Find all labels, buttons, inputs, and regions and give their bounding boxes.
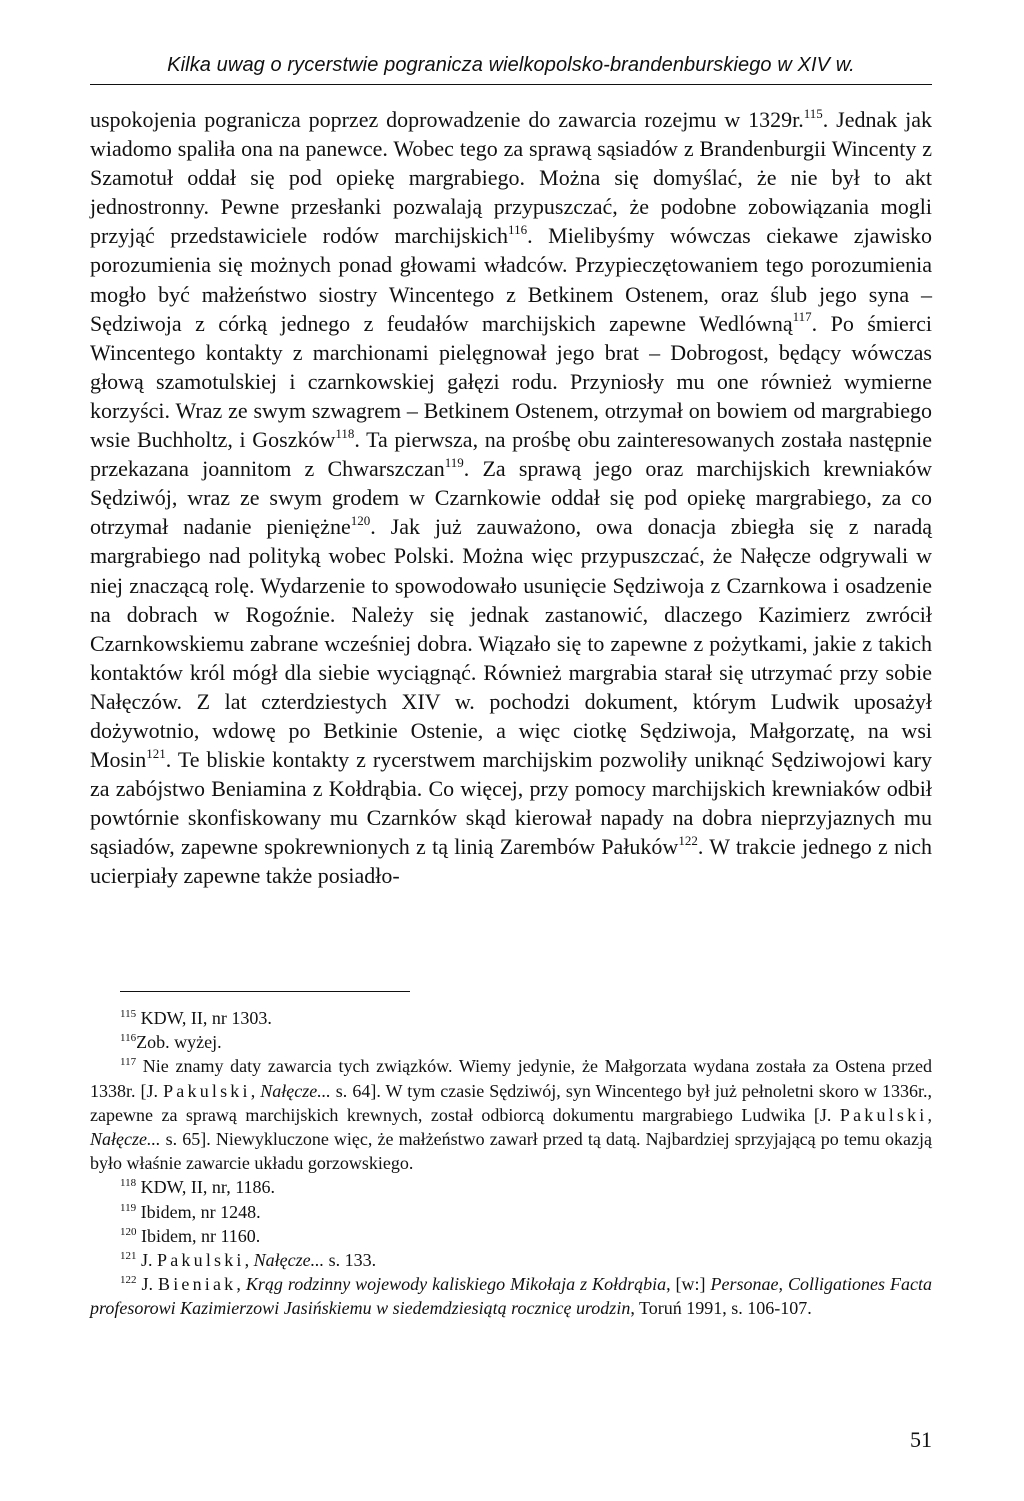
footnote-text: Ibidem, nr 1248.	[136, 1201, 261, 1222]
footnote-ref-118[interactable]: 118	[335, 425, 355, 441]
footnote-text: s. 133.	[324, 1250, 377, 1271]
text-segment: . Ta pierwsza, na prośbę obu zainteresowanych została następnie przekazana joannitom z Chwarszczan	[90, 427, 932, 482]
footnote-number: 120	[120, 1225, 137, 1238]
footnote-text: ,	[250, 1080, 261, 1101]
author-name: Pakulski	[157, 1250, 245, 1271]
footnote-text: s. 64]. W tym czasie Sędziwój, syn Wincentego był już pełnoletni skoro w 1336r., zapewne za sprawą marchijskich krewnych, został odbiorcą dokumentu margrabiego Ludwika [J.	[90, 1080, 933, 1125]
author-name: Pakulski	[839, 1104, 928, 1125]
footnote-119	[90, 1200, 932, 1224]
footnote-number: 121	[120, 1250, 137, 1263]
text-segment: . Po śmierci Wincentego kontakty z marchionami pielęgnował jego brat – Dobrogost, będący wówczas głową szamotulskiej i czarnkowskiej gałęzi rodu. Przyniosły mu one również wymierne korzyści. Wraz ze swym szwagrem – Betkinem Ostenem, otrzymał on bowiem od margrabiego wsie Buchholtz, i Goszków	[90, 310, 932, 453]
footnote-text: Nie znamy daty zawarcia tych związków. Wiemy jedynie, że Małgorzata wydana została za Ostena przed 1338r. [J.	[90, 1056, 932, 1101]
footnote-118	[90, 1175, 932, 1199]
footnotes	[90, 1006, 932, 1321]
footnote-122	[90, 1272, 932, 1320]
text-segment: . Te bliskie kontakty z rycerstwem marchijskim pozwoliły uniknąć Sędziwojowi kary za zabójstwo Beniamina z Kołdrąbia. Co więcej, przy pomocy marchijskich krewniaków odbił powtórnie skonfiskowany mu Czarnków skąd kierował napady na dobra nieprzyjaznych mu sąsiadów, zapewne spokrewnionych z tą linią Zarembów Pałuków	[90, 747, 932, 860]
footnote-121	[90, 1248, 932, 1272]
footnote-text: KDW, II, nr 1303.	[136, 1008, 272, 1028]
footnote-text: , Toruń 1991, s. 106-107.	[630, 1298, 812, 1319]
work-title: Nałęcze...	[260, 1080, 331, 1101]
text-segment: . Mielibyśmy wówczas ciekawe zjawisko porozumienia się możnych ponad głowami władców. Przypieczętowaniem tego porozumienia mogło być małżeństwo siostry Wincentego z Betkinem Ostenem, oraz ślub jego syna – Sędziwoja z córką jednego z feudałów marchijskich zapewne Wedlówną	[90, 223, 933, 336]
footnote-number: 122	[120, 1274, 137, 1287]
footnote-ref-119[interactable]: 119	[444, 454, 464, 470]
page-number: 51	[910, 1427, 932, 1452]
footnote-number: 115	[120, 1008, 137, 1020]
author-name: Bieniak	[157, 1274, 237, 1295]
footnote-ref-117[interactable]: 117	[792, 309, 812, 325]
main-text	[90, 105, 932, 891]
header-rule	[90, 84, 932, 85]
footnote-number: 119	[120, 1201, 137, 1214]
work-title: Krąg rodzinny wojewody kaliskiego Mikołaja z Kołdrąbia	[245, 1274, 667, 1295]
footnote-text: J.	[136, 1274, 158, 1295]
body-paragraph	[90, 105, 932, 891]
work-title: Nałęcze...	[90, 1129, 161, 1150]
footnote-text: Zob. wyżej.	[136, 1032, 222, 1053]
running-header: Kilka uwag o rycerstwie pogranicza wielkopolsko-brandenburskiego w XIV w.	[167, 54, 855, 76]
footnote-120	[90, 1224, 932, 1248]
work-title: Personae, Colligationes Facta profesorowi Kazimierzowi Jasińskiemu w siedemdziesiątą rocznicę urodzin	[90, 1274, 932, 1319]
footnote-ref-121[interactable]: 121	[146, 745, 166, 761]
footnote-ref-120[interactable]: 120	[350, 512, 371, 528]
text-segment: . Jak już zauważono, owa donacja zbiegła się z naradą margrabiego nad polityką wobec Polski. Można więc przypuszczać, że Nałęcze odgrywali w niej znaczącą rolę. Wydarzenie to spowodowało usunięcie Sędziwoja z Czarnkowa i osadzenie na dobrach w Rogoźnie. Należy się jednak zastanowić, dlaczego Kazimierz zwrócił Czarnkowskiemu zabrane wcześniej dobra. Wiązało się to zapewne z pożytkami, jakie z takich kontaktów król mógł dla siebie wyciągnąć. Również margrabia starał się utrzymać przy sobie Nałęczów. Z lat czterdziestych XIV w. pochodzi dokument, którym Ludwik uposażył dożywotnio, wdowę po Betkinie Ostenie, a więc ciotkę Sędziwoja, Małgorzatę, na wsi Mosin	[90, 514, 932, 773]
footnote-text: s. 65]. Niewykluczone więc, że małżeństwo zawarł przed tą datą. Najbardziej sprzyjającą po temu okazją było właśnie zawarcie układu gorzowskiego.	[90, 1129, 932, 1174]
text-segment: . W trakcie jednego z nich ucierpiały zapewne także posiadło-	[90, 834, 932, 889]
footnote-number: 117	[120, 1056, 137, 1069]
footnote-ref-115[interactable]: 115	[803, 105, 823, 121]
footnote-text: KDW, II, nr, 1186.	[136, 1177, 276, 1198]
footnote-text: ,	[244, 1250, 254, 1271]
text-segment: . Za sprawą jego oraz marchijskich krewniaków Sędziwój, wraz ze swym grodem w Czarnkowie oddał się pod opiekę margrabiego, za co otrzymał nadanie pieniężne	[90, 456, 932, 540]
text-segment: . Jednak jak wiadomo spaliła ona na panewce. Wobec tego za sprawą sąsiadów z Brandenburgii Wincenty z Szamotuł oddał się pod opiekę margrabiego. Można się domyślać, że nie był to akt jednostronny. Pewne przesłanki pozwalają przypuszczać, że podobne zobowiązania mogli przyjąć przedstawiciele rodów marchijskich	[90, 107, 933, 249]
footnote-116	[90, 1030, 932, 1054]
footnote-115	[90, 1006, 932, 1030]
footnote-ref-116[interactable]: 116	[508, 222, 528, 238]
author-name: Pakulski	[163, 1080, 251, 1101]
work-title: Nałęcze...	[253, 1250, 325, 1271]
footnote-text: Ibidem, nr 1160.	[136, 1225, 261, 1246]
footnote-number: 118	[120, 1177, 137, 1190]
footnote-rule	[120, 991, 410, 992]
footnote-text: ,	[236, 1274, 246, 1295]
footnote-number: 116	[120, 1032, 137, 1045]
footnote-ref-122[interactable]: 122	[678, 833, 698, 849]
footnote-text: , [w:]	[666, 1274, 711, 1295]
text-segment: uspokojenia pogranicza poprzez doprowadzenie do zawarcia rozejmu w 1329r.	[90, 107, 804, 132]
footnote-text: ,	[927, 1104, 932, 1125]
footnote-text: J.	[136, 1250, 158, 1271]
footnote-117	[90, 1054, 932, 1175]
